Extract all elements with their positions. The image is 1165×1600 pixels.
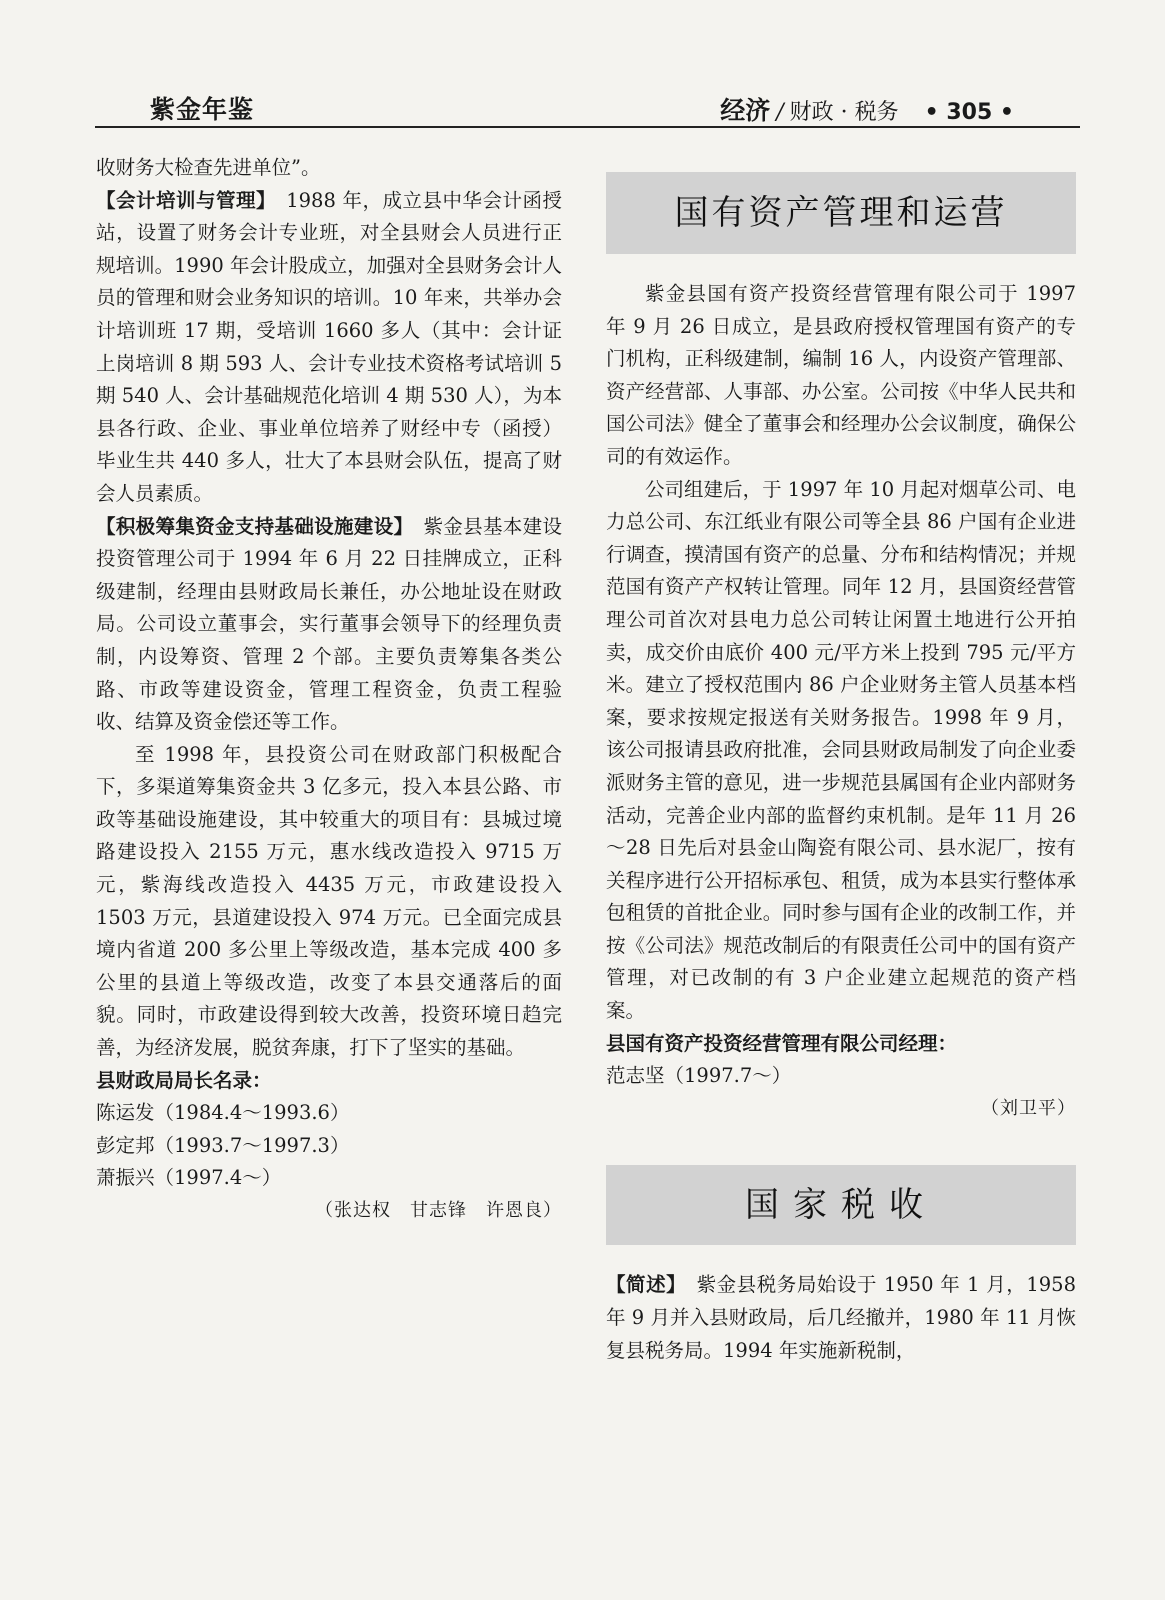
header-rule bbox=[95, 126, 1080, 128]
tax-overview-heading: 【简述】 bbox=[606, 1273, 677, 1297]
tax-overview-paragraph bbox=[606, 1269, 1076, 1367]
manager-heading: 县国有资产投资经营管理有限公司经理： bbox=[606, 1031, 958, 1055]
left-column bbox=[96, 152, 562, 1228]
director-name: 陈运发（1984.4～1993.6） bbox=[96, 1101, 350, 1125]
funding-heading: 【积极筹集资金支持基础设施建设】 bbox=[96, 514, 404, 538]
director-name: 彭定邦（1993.7～1997.3） bbox=[96, 1133, 350, 1157]
accounting-training-heading: 【会计培训与管理】 bbox=[96, 188, 267, 212]
section-separator: / bbox=[776, 100, 784, 125]
director-name: 萧振兴（1997.4～） bbox=[96, 1166, 282, 1190]
yearbook-title: 紫金年鉴 bbox=[150, 95, 255, 124]
manager-name: 范志坚（1997.7～） bbox=[606, 1064, 792, 1088]
running-header bbox=[95, 80, 1080, 128]
right-credit: （刘卫平） bbox=[981, 1097, 1076, 1119]
state-assets-banner: 国有资产管理和运营 bbox=[606, 172, 1076, 254]
accounting-training-text: 1988 年，成立县中华会计函授站，设置了财务会计专业班，对全县财会人员进行正规培训。1990 年会计股成立，加强对全县财务会计人员的管理和财会业务知识的培训。10 年来，共举办会计培训班 17 期，受培训 1660 多人（其中：会计证上岗培训 8 期 593 人、会计专业技术资格考试培训 5 期 540 人、会计基础规范化培训 4 期 530 人），为本县各行政、企业、事业单位培养了财经中专（函授）毕业生共 440 多人，壮大了本县财会队伍，提高了财会人员素质。 bbox=[96, 188, 562, 505]
tax-overview-text: 紫金县税务局始设于 1950 年 1 月，1958 年 9 月并入县财政局，后几经撤并，1980 年 11 月恢复县税务局。1994 年实施新税制， bbox=[606, 1273, 1076, 1362]
section-info bbox=[720, 91, 1014, 127]
page-number: • 305 • bbox=[924, 100, 1014, 125]
national-tax-banner: 国家税收 bbox=[606, 1165, 1076, 1245]
funding-text: 紫金县基本建设投资管理公司于 1994 年 6 月 22 日挂牌成立，正科级建制，经理由县财政局长兼任，办公地址设在财政局。公司设立董事会，实行董事会领导下的经理负责制，内设筹资、管理 2 个部。主要负责筹集各类公路、市政等建设资金，管理工程资金，负责工程验收、结算及资金偿还等工作。 bbox=[96, 514, 562, 734]
funding-paragraph-2: 至 1998 年，县投资公司在财政部门积极配合下，多渠道筹集资金共 3 亿多元，投入本县公路、市政等基础设施建设，其中较重大的项目有：县城过境路建设投入 2155 万元，惠水线改造投入 9715 万元，紫海线改造投入 4435 万元，市政建设投入 1503 万元，县道建设投入 974 万元。已全面完成县境内省道 200 多公里上等级改造，基本完成 400 多公里的县道上等级改造，改变了本县交通落后的面貌。同时，市政建设得到较大改善，投资环境日趋完善，为经济发展，脱贫奔康，打下了坚实的基础。 bbox=[96, 742, 562, 1060]
state-assets-paragraph-2: 公司组建后，于 1997 年 10 月起对烟草公司、电力总公司、东江纸业有限公司等全县 86 户国有企业进行调查，摸清国有资产的总量、分布和结构情况；并规范国有资产产权转让管理。同年 12 月，县国资经营管理公司首次对县电力总公司转让闲置土地进行公开拍卖，成交价由底价 400 元/平方米上投到 795 元/平方米。建立了授权范围内 86 户企业财务主管人员基本档案，要求按规定报送有关财务报告。1998 年 9 月，该公司报请县政府批准，会同县财政局制发了向企业委派财务主管的意见，进一步规范县属国有企业内部财务活动，完善企业内部的监督约束机制。是年 11 月 26～28 日先后对县金山陶瓷有限公司、县水泥厂，按有关程序进行公开招标承包、租赁，成为本县实行整体承包租赁的首批企业。同时参与国有企业的改制工作，并按《公司法》规范改制后的有限责任公司中的国有资产管理，对已改制的有 3 户企业建立起规范的资产档案。 bbox=[606, 477, 1076, 1023]
right-column bbox=[606, 152, 1076, 1367]
left-credit: （张达权 甘志锋 许恩良） bbox=[315, 1200, 562, 1221]
continued-text: 收财务大检查先进单位”。 bbox=[96, 156, 321, 179]
funding-paragraph bbox=[96, 511, 562, 739]
section-title: 经济 bbox=[720, 96, 771, 125]
accounting-training-paragraph bbox=[96, 185, 562, 511]
subsection-title: 财政 · 税务 bbox=[789, 100, 899, 125]
state-assets-paragraph-1: 紫金县国有资产投资经营管理有限公司于 1997 年 9 月 26 日成立，是县政府授权管理国有资产的专门机构，正科级建制，编制 16 人，内设资产管理部、资产经营部、人事部、办公室。公司按《中华人民共和国公司法》健全了董事会和经理办公会议制度，确保公司的有效运作。 bbox=[606, 282, 1076, 468]
directors-heading: 县财政局局长名录： bbox=[96, 1068, 272, 1092]
